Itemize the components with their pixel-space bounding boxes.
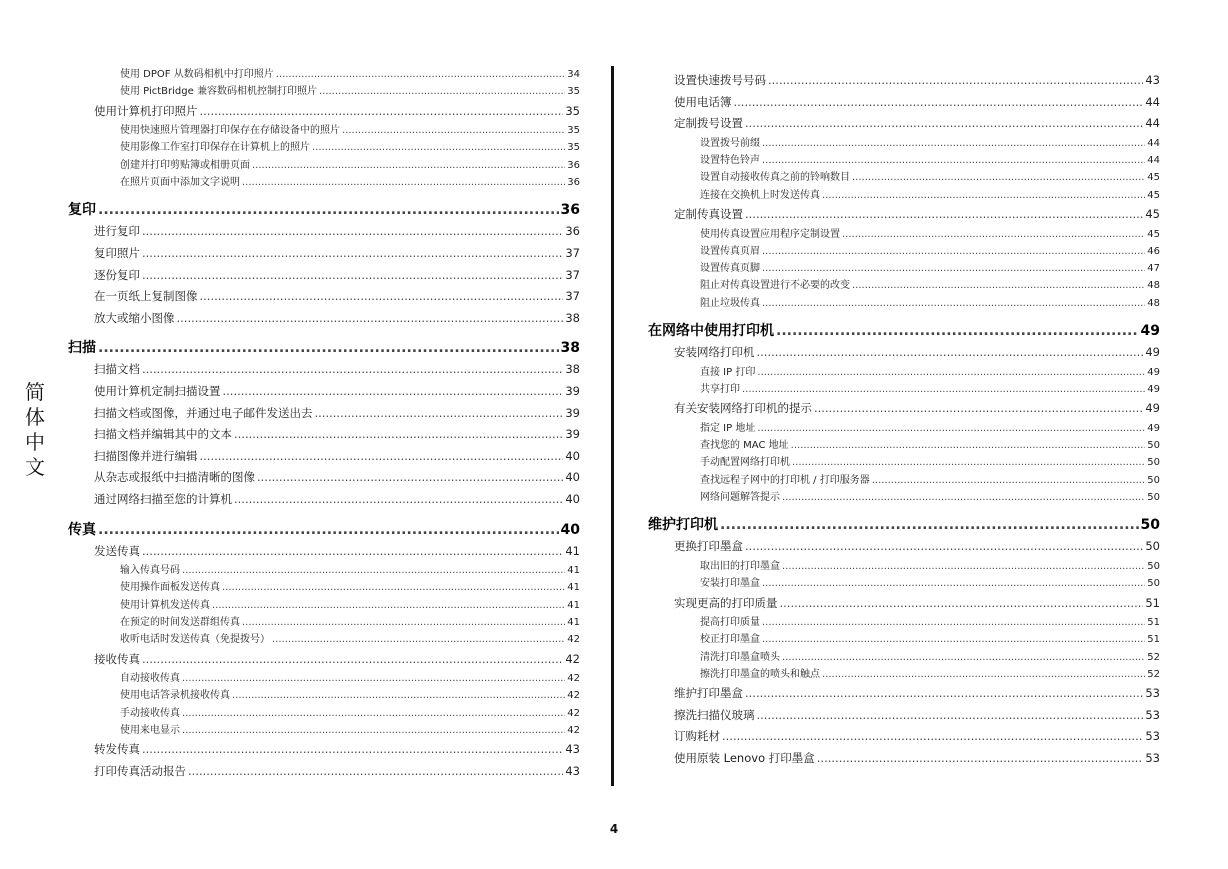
toc-entry-page: 50 — [1147, 578, 1160, 590]
toc-entry[interactable] — [68, 221, 580, 243]
toc-entry-page: 51 — [1147, 634, 1160, 646]
toc-entry-title: 安装打印墨盒 — [700, 578, 760, 590]
toc-dot-leader — [757, 705, 1144, 727]
toc-entry-page: 46 — [1147, 245, 1160, 257]
toc-dot-leader — [782, 558, 1145, 575]
toc-entry-title: 实现更高的打印质量 — [674, 595, 778, 610]
toc-left-column — [68, 66, 580, 783]
toc-entry[interactable] — [648, 593, 1160, 615]
toc-entry-title: 设置传真页脚 — [700, 263, 760, 275]
toc-entry[interactable] — [648, 364, 1160, 381]
toc-entry-title: 扫描 — [68, 340, 96, 357]
toc-entry-page: 51 — [1147, 617, 1160, 629]
toc-dot-leader — [720, 514, 1139, 536]
toc-entry-page: 35 — [567, 125, 580, 137]
toc-entry-title: 使用原装 Lenovo 打印墨盒 — [674, 751, 815, 766]
toc-entry[interactable] — [68, 308, 580, 330]
toc-entry-title: 通过网络扫描至您的计算机 — [94, 491, 232, 506]
toc-entry[interactable] — [648, 260, 1160, 277]
toc-dot-leader — [742, 381, 1145, 398]
toc-dot-leader — [745, 113, 1143, 135]
toc-entry-page: 49 — [1147, 366, 1160, 378]
toc-entry-title: 设置传真页眉 — [700, 245, 760, 257]
toc-entry-title: 直接 IP 打印 — [700, 366, 756, 378]
toc-entry[interactable] — [68, 649, 580, 671]
toc-entry-page: 49 — [1140, 323, 1160, 340]
toc-entry[interactable] — [648, 152, 1160, 169]
toc-entry[interactable] — [68, 614, 580, 631]
toc-entry-page: 50 — [1147, 492, 1160, 504]
page-number: 4 — [609, 822, 619, 836]
toc-entry-page: 35 — [567, 86, 580, 98]
toc-entry-title: 指定 IP 地址 — [700, 422, 756, 434]
toc-dot-leader — [762, 135, 1145, 152]
toc-entry-title: 进行复印 — [94, 224, 140, 239]
toc-entry-title: 扫描文档或图像，并通过电子邮件发送出去 — [94, 405, 313, 420]
toc-entry[interactable] — [648, 614, 1160, 631]
toc-entry-page: 36 — [560, 202, 580, 219]
toc-entry-page: 41 — [567, 565, 580, 577]
toc-entry-page: 44 — [1147, 137, 1160, 149]
toc-entry-page: 42 — [567, 673, 580, 685]
toc-dot-leader — [222, 579, 565, 596]
toc-entry-title: 更换打印墨盒 — [674, 539, 743, 554]
toc-entry[interactable] — [68, 424, 580, 446]
toc-entry-title: 自动接收传真 — [120, 673, 180, 685]
toc-dot-leader — [242, 614, 565, 631]
toc-entry[interactable] — [648, 135, 1160, 152]
toc-entry[interactable] — [68, 670, 580, 687]
toc-dot-leader — [142, 243, 563, 265]
toc-entry-page: 41 — [565, 543, 580, 558]
toc-entry-title: 从杂志或报纸中扫描清晰的图像 — [94, 470, 255, 485]
toc-entry[interactable] — [648, 558, 1160, 575]
toc-entry[interactable] — [648, 187, 1160, 204]
toc-entry-page: 48 — [1147, 280, 1160, 292]
toc-entry[interactable] — [648, 472, 1160, 489]
toc-dot-leader — [814, 398, 1143, 420]
toc-entry-page: 49 — [1147, 422, 1160, 434]
toc-entry[interactable] — [68, 597, 580, 614]
toc-entry[interactable] — [648, 726, 1160, 748]
toc-entry-page: 36 — [565, 224, 580, 239]
toc-entry-title: 提高打印质量 — [700, 617, 760, 629]
toc-entry-page: 42 — [567, 634, 580, 646]
toc-entry[interactable] — [648, 70, 1160, 92]
toc-chapter-entry[interactable] — [68, 519, 580, 541]
toc-entry-title: 安装网络打印机 — [674, 345, 755, 360]
toc-entry[interactable] — [68, 83, 580, 100]
toc-entry[interactable] — [648, 420, 1160, 437]
toc-entry-title: 维护打印墨盒 — [674, 686, 743, 701]
toc-entry[interactable] — [68, 243, 580, 265]
toc-entry-title: 使用 DPOF 从数码相机中打印照片 — [120, 69, 274, 80]
toc-entry[interactable] — [68, 265, 580, 287]
side-label-char: 体 — [25, 405, 45, 429]
toc-entry-title: 扫描文档并编辑其中的文本 — [94, 427, 232, 442]
toc-entry-title: 有关安装网络打印机的提示 — [674, 401, 812, 416]
toc-entry[interactable] — [648, 295, 1160, 312]
toc-entry-title: 使用计算机打印照片 — [94, 103, 198, 118]
toc-entry-title: 定制拨号设置 — [674, 116, 743, 131]
toc-dot-leader — [872, 472, 1146, 489]
toc-dot-leader — [757, 342, 1144, 364]
toc-entry-title: 逐份复印 — [94, 267, 140, 282]
toc-entry-page: 53 — [1145, 686, 1160, 701]
toc-entry-title: 放大或缩小图像 — [94, 310, 175, 325]
toc-dot-leader — [182, 562, 565, 579]
toc-entry[interactable] — [68, 562, 580, 579]
toc-entry-title: 订购耗材 — [674, 729, 720, 744]
toc-entry-title: 使用 PictBridge 兼容数码相机控制打印照片 — [120, 86, 317, 98]
toc-dot-leader — [272, 631, 565, 648]
column-divider — [611, 66, 614, 786]
toc-entry-title: 复印 — [68, 202, 96, 219]
toc-entry-page: 47 — [1147, 263, 1160, 275]
toc-entry-page: 53 — [1145, 729, 1160, 744]
toc-dot-leader — [315, 403, 564, 425]
toc-entry-page: 42 — [567, 725, 580, 737]
toc-entry[interactable] — [648, 631, 1160, 648]
toc-entry-title: 在照片页面中添加文字说明 — [120, 177, 240, 189]
toc-entry[interactable] — [68, 157, 580, 174]
toc-entry-page: 50 — [1147, 474, 1160, 486]
toc-entry-page: 37 — [565, 289, 580, 304]
toc-entry-title: 擦洗打印墨盒的喷头和触点 — [700, 668, 820, 680]
toc-dot-leader — [98, 337, 559, 359]
toc-dot-leader — [177, 308, 564, 330]
toc-entry-page: 40 — [565, 491, 580, 506]
toc-entry-title: 转发传真 — [94, 742, 140, 757]
toc-dot-leader — [252, 157, 565, 174]
toc-entry-title: 复印照片 — [94, 245, 140, 260]
toc-entry-page: 43 — [565, 763, 580, 778]
toc-dot-leader — [792, 454, 1145, 471]
toc-chapter-entry[interactable] — [68, 199, 580, 221]
toc-dot-leader — [757, 420, 1145, 437]
toc-entry-page: 43 — [565, 742, 580, 757]
toc-entry-page: 37 — [565, 267, 580, 282]
toc-entry[interactable] — [68, 359, 580, 381]
toc-dot-leader — [852, 277, 1145, 294]
toc-dot-leader — [817, 748, 1144, 770]
toc-entry-title: 擦洗扫描仪玻璃 — [674, 707, 755, 722]
toc-entry-page: 48 — [1147, 297, 1160, 309]
toc-entry[interactable] — [648, 92, 1160, 114]
toc-entry-title: 维护打印机 — [648, 517, 718, 534]
toc-entry-title: 使用电话答录机接收传真 — [120, 690, 230, 702]
toc-entry-title: 使用操作面板发送传真 — [120, 582, 220, 594]
toc-entry[interactable] — [68, 541, 580, 563]
toc-entry-page: 51 — [1145, 595, 1160, 610]
toc-entry[interactable] — [648, 575, 1160, 592]
toc-entry-title: 扫描图像并进行编辑 — [94, 448, 198, 463]
toc-dot-leader — [762, 152, 1145, 169]
toc-entry-title: 在预定的时间发送群组传真 — [120, 616, 240, 628]
toc-entry[interactable] — [68, 139, 580, 156]
toc-dot-leader — [768, 70, 1143, 92]
toc-entry-page: 39 — [565, 383, 580, 398]
toc-entry[interactable] — [68, 761, 580, 783]
toc-dot-leader — [142, 221, 563, 243]
toc-dot-leader — [762, 614, 1145, 631]
toc-dot-leader — [780, 593, 1144, 615]
toc-entry-title: 查找远程子网中的打印机 / 打印服务器 — [700, 474, 870, 486]
toc-entry[interactable] — [68, 66, 580, 83]
toc-dot-leader — [188, 761, 563, 783]
toc-entry-page: 44 — [1145, 94, 1160, 109]
toc-dot-leader — [234, 424, 563, 446]
toc-entry[interactable] — [68, 101, 580, 123]
toc-entry-title: 设置拨号前缀 — [700, 137, 760, 149]
toc-entry[interactable] — [648, 489, 1160, 506]
toc-entry[interactable] — [648, 683, 1160, 705]
toc-entry-title: 使用计算机定制扫描设置 — [94, 383, 221, 398]
side-label-char: 简 — [25, 380, 45, 404]
toc-entry-page: 52 — [1147, 668, 1160, 680]
toc-dot-leader — [182, 670, 565, 687]
toc-entry-page: 53 — [1145, 751, 1160, 766]
toc-entry-title: 创建并打印剪贴簿或相册页面 — [120, 159, 250, 171]
toc-entry-page: 38 — [565, 362, 580, 377]
toc-entry-title: 传真 — [68, 521, 96, 538]
toc-dot-leader — [734, 92, 1144, 114]
toc-entry-page: 41 — [567, 582, 580, 594]
toc-entry-title: 共享打印 — [700, 383, 740, 395]
toc-entry-title: 打印传真活动报告 — [94, 763, 186, 778]
toc-entry-page: 35 — [567, 142, 580, 154]
toc-dot-leader — [852, 169, 1145, 186]
toc-entry-page: 41 — [567, 599, 580, 611]
side-label-char: 中 — [25, 430, 45, 454]
toc-entry-page: 50 — [1147, 457, 1160, 469]
toc-entry-title: 在一页纸上复制图像 — [94, 289, 198, 304]
toc-chapter-entry[interactable] — [648, 514, 1160, 536]
toc-entry-title: 使用传真设置应用程序定制设置 — [700, 228, 840, 240]
toc-entry[interactable] — [648, 226, 1160, 243]
toc-entry-page: 49 — [1147, 383, 1160, 395]
toc-dot-leader — [242, 174, 565, 191]
toc-entry-title: 阻止对传真设置进行不必要的改变 — [700, 280, 850, 292]
toc-entry-title: 连接在交换机上时发送传真 — [700, 189, 820, 201]
toc-entry[interactable] — [68, 286, 580, 308]
toc-entry[interactable] — [68, 687, 580, 704]
toc-entry-page: 39 — [565, 405, 580, 420]
toc-entry[interactable] — [648, 649, 1160, 666]
toc-entry-page: 45 — [1147, 172, 1160, 184]
toc-dot-leader — [200, 101, 564, 123]
toc-entry[interactable] — [68, 174, 580, 191]
toc-dot-leader — [257, 467, 563, 489]
toc-entry-title: 网络问题解答提示 — [700, 492, 780, 504]
toc-entry-title: 手动接收传真 — [120, 707, 180, 719]
toc-entry[interactable] — [648, 437, 1160, 454]
toc-dot-leader — [200, 446, 564, 468]
toc-entry[interactable] — [648, 381, 1160, 398]
toc-entry-page: 45 — [1147, 189, 1160, 201]
toc-entry-page: 35 — [565, 103, 580, 118]
toc-entry[interactable] — [648, 243, 1160, 260]
toc-entry[interactable] — [648, 204, 1160, 226]
toc-dot-leader — [212, 597, 565, 614]
toc-entry-title: 扫描文档 — [94, 362, 140, 377]
toc-entry[interactable] — [68, 739, 580, 761]
toc-entry-title: 接收传真 — [94, 651, 140, 666]
toc-entry-page: 36 — [567, 177, 580, 189]
toc-dot-leader — [223, 381, 564, 403]
toc-dot-leader — [776, 320, 1139, 342]
toc-entry-title: 发送传真 — [94, 543, 140, 558]
toc-entry-page: 41 — [567, 616, 580, 628]
toc-entry-title: 使用计算机发送传真 — [120, 599, 210, 611]
toc-entry-title: 定制传真设置 — [674, 206, 743, 221]
toc-entry-page: 34 — [567, 69, 580, 80]
toc-entry-page: 43 — [1145, 73, 1160, 87]
toc-dot-leader — [319, 83, 565, 100]
toc-chapter-entry[interactable] — [68, 337, 580, 359]
toc-entry-page: 44 — [1145, 116, 1160, 131]
toc-entry-page: 42 — [567, 707, 580, 719]
toc-entry-title: 查找您的 MAC 地址 — [700, 440, 789, 452]
toc-entry-page: 53 — [1145, 707, 1160, 722]
toc-entry-page: 50 — [1145, 539, 1160, 554]
toc-entry-title: 使用快速照片管理器打印保存在存储设备中的照片 — [120, 125, 340, 137]
toc-entry-title: 手动配置网络打印机 — [700, 457, 790, 469]
side-label-char: 文 — [25, 455, 45, 479]
toc-entry[interactable] — [68, 446, 580, 468]
toc-entry-page: 52 — [1147, 651, 1160, 663]
toc-dot-leader — [142, 265, 563, 287]
toc-dot-leader — [822, 187, 1145, 204]
toc-dot-leader — [142, 649, 563, 671]
toc-entry-page: 50 — [1140, 517, 1160, 534]
toc-dot-leader — [745, 683, 1143, 705]
toc-entry[interactable] — [648, 342, 1160, 364]
toc-entry-title: 使用来电显示 — [120, 725, 180, 737]
toc-entry[interactable] — [68, 381, 580, 403]
toc-entry-page: 40 — [560, 521, 580, 538]
toc-dot-leader — [98, 519, 559, 541]
toc-dot-leader — [312, 139, 565, 156]
toc-entry[interactable] — [648, 169, 1160, 186]
toc-dot-leader — [762, 243, 1145, 260]
toc-entry[interactable] — [648, 398, 1160, 420]
toc-dot-leader — [757, 364, 1145, 381]
toc-entry[interactable] — [648, 536, 1160, 558]
toc-entry-page: 44 — [1147, 155, 1160, 167]
toc-dot-leader — [722, 726, 1143, 748]
toc-dot-leader — [276, 66, 566, 83]
toc-entry[interactable] — [68, 403, 580, 425]
toc-dot-leader — [142, 359, 563, 381]
toc-entry-title: 在网络中使用打印机 — [648, 323, 774, 340]
toc-entry-title: 设置自动接收传真之前的铃响数目 — [700, 172, 850, 184]
toc-dot-leader — [782, 649, 1145, 666]
toc-dot-leader — [842, 226, 1145, 243]
toc-dot-leader — [762, 295, 1145, 312]
toc-chapter-entry[interactable] — [648, 320, 1160, 342]
toc-entry[interactable] — [68, 489, 580, 511]
side-language-label — [22, 380, 48, 480]
toc-dot-leader — [762, 631, 1145, 648]
toc-dot-leader — [762, 575, 1145, 592]
toc-dot-leader — [98, 199, 559, 221]
toc-dot-leader — [342, 122, 565, 139]
toc-entry[interactable] — [648, 666, 1160, 683]
toc-dot-leader — [745, 536, 1143, 558]
toc-entry[interactable] — [68, 579, 580, 596]
toc-entry-page: 37 — [565, 245, 580, 260]
toc-entry-page: 45 — [1147, 228, 1160, 240]
toc-dot-leader — [791, 437, 1146, 454]
toc-entry-title: 输入传真号码 — [120, 565, 180, 577]
toc-entry-title: 校正打印墨盒 — [700, 634, 760, 646]
toc-entry[interactable] — [68, 631, 580, 648]
toc-entry-page: 42 — [567, 690, 580, 702]
toc-dot-leader — [200, 286, 564, 308]
toc-entry-title: 使用电话簿 — [674, 94, 732, 109]
toc-dot-leader — [234, 489, 563, 511]
toc-entry-title: 设置快速拨号号码 — [674, 73, 766, 87]
toc-entry-title: 阻止垃圾传真 — [700, 297, 760, 309]
toc-entry[interactable] — [648, 113, 1160, 135]
toc-entry[interactable] — [648, 277, 1160, 294]
toc-entry[interactable] — [68, 722, 580, 739]
toc-dot-leader — [142, 541, 563, 563]
toc-dot-leader — [182, 705, 565, 722]
toc-entry-title: 使用影像工作室打印保存在计算机上的照片 — [120, 142, 310, 154]
toc-dot-leader — [142, 739, 563, 761]
toc-entry-page: 38 — [565, 310, 580, 325]
toc-entry-page: 49 — [1145, 345, 1160, 360]
toc-entry-page: 50 — [1147, 560, 1160, 572]
toc-entry[interactable] — [648, 748, 1160, 770]
toc-entry-title: 收听电话时发送传真（免提拨号） — [120, 634, 270, 646]
toc-entry-page: 40 — [565, 470, 580, 485]
toc-dot-leader — [745, 204, 1143, 226]
toc-entry-title: 清洗打印墨盒喷头 — [700, 651, 780, 663]
toc-entry[interactable] — [68, 122, 580, 139]
toc-entry-page: 39 — [565, 427, 580, 442]
toc-dot-leader — [182, 722, 565, 739]
toc-entry-page: 45 — [1145, 206, 1160, 221]
toc-right-column — [648, 70, 1160, 770]
toc-dot-leader — [762, 260, 1145, 277]
toc-entry[interactable] — [648, 454, 1160, 471]
toc-dot-leader — [822, 666, 1145, 683]
toc-dot-leader — [232, 687, 565, 704]
toc-dot-leader — [782, 489, 1145, 506]
toc-entry-page: 50 — [1147, 440, 1160, 452]
toc-entry[interactable] — [68, 705, 580, 722]
toc-entry-page: 40 — [565, 448, 580, 463]
toc-entry-page: 49 — [1145, 401, 1160, 416]
toc-entry-page: 42 — [565, 651, 580, 666]
toc-entry-title: 取出旧的打印墨盒 — [700, 560, 780, 572]
toc-entry-page: 36 — [567, 159, 580, 171]
toc-entry[interactable] — [648, 705, 1160, 727]
toc-entry[interactable] — [68, 467, 580, 489]
toc-entry-page: 38 — [560, 340, 580, 357]
toc-entry-title: 设置特色铃声 — [700, 155, 760, 167]
